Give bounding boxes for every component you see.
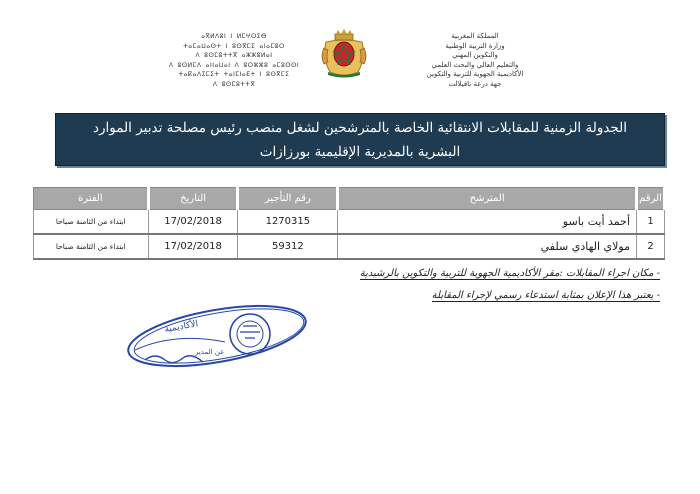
schedule-table <box>33 187 666 260</box>
header-arabic-line: الأكاديمية الجهوية للتربية والتكوين <box>426 70 524 78</box>
signature-stamp-icon <box>125 302 315 374</box>
header-arabic-line: والتعليم العالي والبحث العلمي <box>431 60 519 69</box>
header-tifinagh-line: ⵜⴰⴽⴰⴷⵉⵎⵉⵜ ⵜⴰⵏⵎⵏⴰⴹⵜ ⵏ ⵓⵙⴳⵎⵉ <box>178 71 290 78</box>
header-arabic-line: جهة درعة تافيلالت <box>448 79 502 88</box>
cell-date: 17/02/2018 <box>148 234 238 259</box>
header-arabic <box>400 32 550 89</box>
stamp-sign-text: عن المدير <box>195 348 225 356</box>
header-tifinagh <box>158 32 310 89</box>
header-tifinagh-line: ⵜⴰⵎⴰⵡⴰⵙⵜ ⵏ ⵓⵙⴳⵎⵉ ⴰⵏⴰⵎⵓⵔ <box>183 42 285 50</box>
stamp-org-text: الأكاديمية <box>163 319 199 335</box>
header-tifinagh-line: ⴰⴳⵍⴷⵓⵏ ⵏ ⵍⵎⵖⵔⵉⴱ <box>201 33 267 40</box>
table-row <box>34 210 665 235</box>
header-tifinagh-line: ⴷ ⵓⵙⵎⵓⵜⵜⴳ <box>212 80 256 88</box>
notes <box>360 263 660 307</box>
header-tifinagh-line: ⴷ ⵓⵙⵎⵓⵜⵜⴳ ⴰⵣⵣⵓⵍⴰⵏ <box>195 52 273 59</box>
col-header-date: التاريخ <box>148 188 238 210</box>
col-header-candidate: المترشح <box>338 188 637 210</box>
title-line: الجدولة الزمنية للمقابلات الانتقائية الخاصة بالمترشحين لشغل منصب رئيس مصلحة تدبير الموارد <box>92 120 628 136</box>
cell-payroll: 59312 <box>238 234 338 259</box>
cell-period: ابتداء من الثامنة صباحا <box>34 234 149 259</box>
cell-number: 2 <box>637 234 665 259</box>
cell-date: 17/02/2018 <box>148 210 238 235</box>
title-line: البشرية بالمديرية الإقليمية بورزازات <box>259 144 461 160</box>
page-title <box>55 113 665 166</box>
header-arabic-line: وزارة التربية الوطنية <box>445 41 505 50</box>
coat-of-arms-icon <box>318 28 370 80</box>
note-official-summons: - يعتبر هذا الإعلان بمثابة استدعاء رسمي لإجراء المقابلة <box>431 290 660 301</box>
cell-number: 1 <box>637 210 665 235</box>
col-header-number: الرقم <box>637 188 665 210</box>
cell-period: ابتداء من الثامنة صباحا <box>34 210 149 235</box>
note-location: - مكان اجراء المقابلات :مقر الأكاديمية الجهوية للتربية والتكوين بالرشيدية <box>359 268 660 279</box>
cell-payroll: 1270315 <box>238 210 338 235</box>
cell-candidate: مولاي الهادي سلفي <box>338 234 637 259</box>
col-header-period: الفترة <box>34 188 149 210</box>
header-arabic-line: والتكوين المهني <box>452 51 498 59</box>
table-header-row <box>34 188 665 210</box>
header-arabic-line: المملكة المغربية <box>451 32 499 40</box>
header-tifinagh-line: ⴷ ⵓⵙⵍⵎⴷ ⴰⵏⵏⴰⵡⴰⵏ ⴷ ⵓⵔⵣⵣⵓ ⴰⵎⵓⵙⵙⵏ <box>168 61 300 69</box>
cell-candidate: أحمد أيت باسو <box>338 210 637 235</box>
table-row <box>34 234 665 259</box>
col-header-payroll: رقم التأجير <box>238 188 338 210</box>
